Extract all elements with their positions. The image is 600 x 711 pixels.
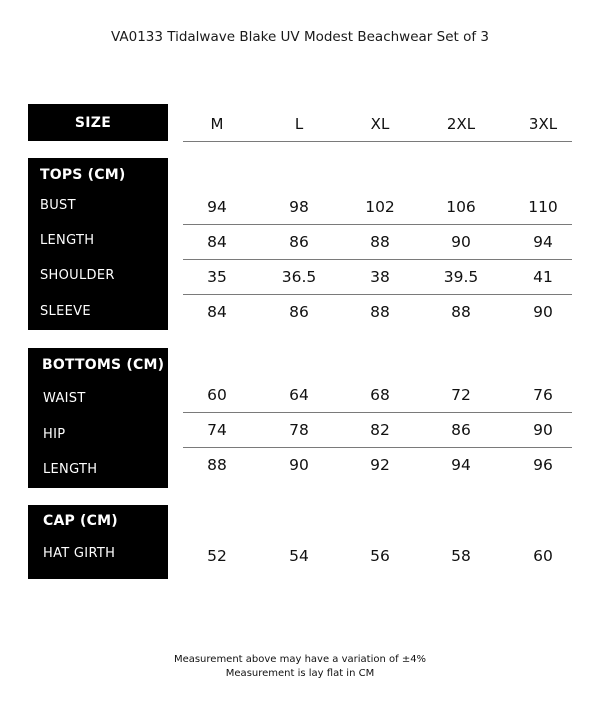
tops-section-title: TOPS (CM) [40,167,126,183]
value-cell: 36.5 [281,268,317,286]
value-cell: 56 [370,547,390,565]
value-cell: 58 [451,547,471,565]
row-label-hat-girth: HAT GIRTH [43,546,116,561]
value-cell: 54 [289,547,309,565]
value-cell: 39.5 [443,268,479,286]
value-cell: 94 [533,233,553,251]
divider [183,447,572,448]
value-cell: 72 [451,386,471,404]
value-cell: 84 [207,303,227,321]
value-cell: 94 [451,456,471,474]
value-cell: 88 [370,233,390,251]
value-cell: 90 [533,303,553,321]
size-l: L [294,115,304,133]
value-cell: 110 [528,198,558,216]
divider [183,259,572,260]
divider [183,224,572,225]
row-label-bust: BUST [40,198,76,213]
value-cell: 64 [289,386,309,404]
size-3xl: 3XL [528,115,558,133]
tops-section-panel [28,158,168,330]
size-m: M [210,115,224,133]
divider [183,141,572,142]
bottoms-section-panel [28,348,168,488]
value-cell: 68 [370,386,390,404]
value-cell: 86 [289,233,309,251]
value-cell: 92 [370,456,390,474]
value-cell: 90 [451,233,471,251]
value-cell: 52 [207,547,227,565]
cap-section-panel [28,505,168,579]
footnote-variation: Measurement above may have a variation of ±4% [173,654,427,665]
value-cell: 60 [207,386,227,404]
value-cell: 78 [289,421,309,439]
size-header-label: SIZE [28,104,168,141]
value-cell: 90 [533,421,553,439]
value-cell: 106 [446,198,476,216]
divider [183,412,572,413]
divider [183,294,572,295]
value-cell: 74 [207,421,227,439]
value-cell: 76 [533,386,553,404]
value-cell: 35 [207,268,227,286]
size-2xl: 2XL [446,115,476,133]
size-header-row [183,104,572,141]
value-cell: 88 [451,303,471,321]
value-cell: 84 [207,233,227,251]
bottoms-section-title: BOTTOMS (CM) [42,357,165,373]
row-label-hip: HIP [43,427,66,442]
page-title: VA0133 Tidalwave Blake UV Modest Beachwear Set of 3 [111,29,489,45]
value-cell: 88 [207,456,227,474]
value-cell: 90 [289,456,309,474]
value-cell: 86 [289,303,309,321]
value-cell: 38 [370,268,390,286]
row-label-shoulder: SHOULDER [40,268,115,283]
row-label-length: LENGTH [43,462,98,477]
footnote-measurement: Measurement is lay flat in CM [225,668,375,679]
value-cell: 88 [370,303,390,321]
row-label-waist: WAIST [43,391,86,406]
row-label-length: LENGTH [40,233,95,248]
value-cell: 60 [533,547,553,565]
row-label-sleeve: SLEEVE [40,304,91,319]
value-cell: 41 [533,268,553,286]
value-cell: 102 [365,198,395,216]
value-cell: 82 [370,421,390,439]
cap-section-title: CAP (CM) [43,513,118,529]
size-xl: XL [370,115,390,133]
value-cell: 98 [289,198,309,216]
value-cell: 94 [207,198,227,216]
value-cell: 96 [533,456,553,474]
value-cell: 86 [451,421,471,439]
